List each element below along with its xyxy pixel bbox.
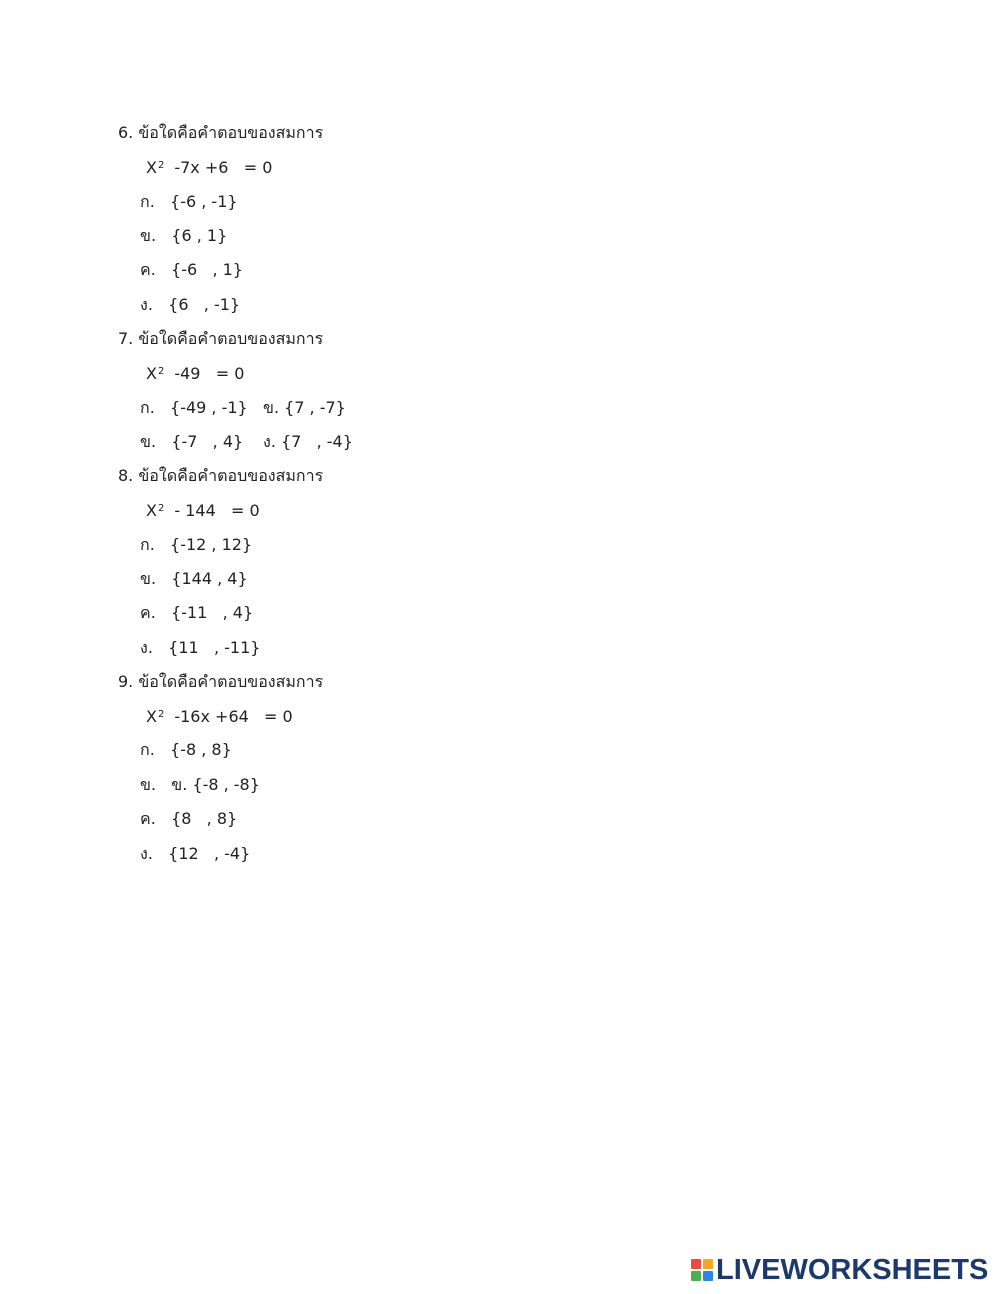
question-6-option-b[interactable]: ข. {6 , 1}	[140, 226, 228, 245]
question-8-option-c[interactable]: ค. {-11 , 4}	[140, 603, 254, 622]
question-9-option-b[interactable]: ข. ข. {-8 , -8}	[140, 775, 260, 794]
equation-exponent: 2	[157, 366, 165, 377]
equation-base: X	[146, 158, 157, 177]
logo-text: LIVEWORKSHEETS	[716, 1253, 989, 1286]
question-8-title: 8. ข้อใดคือคำตอบของสมการ	[118, 466, 324, 485]
question-6-title: 6. ข้อใดคือคำตอบของสมการ	[118, 123, 324, 142]
equation-rest: - 144 = 0	[174, 501, 260, 520]
equation-rest: -16x +64 = 0	[174, 707, 293, 726]
logo-mark-square	[703, 1271, 713, 1281]
question-7-option-c[interactable]: ข. {-7 , 4}	[140, 432, 244, 451]
logo-mark-icon	[691, 1259, 713, 1281]
question-6-option-d[interactable]: ง. {6 , -1}	[140, 295, 241, 314]
question-8-option-a[interactable]: ก. {-12 , 12}	[140, 535, 253, 554]
equation-exponent: 2	[157, 160, 165, 171]
equation-base: X	[146, 707, 157, 726]
equation-exponent: 2	[157, 503, 165, 514]
question-7-option-a[interactable]: ก. {-49 , -1}	[140, 398, 248, 417]
question-8-equation	[146, 501, 260, 521]
logo-mark-square	[703, 1259, 713, 1269]
liveworksheets-logo	[691, 1254, 988, 1286]
equation-rest: -49 = 0	[174, 364, 245, 383]
question-6-equation	[146, 158, 272, 178]
question-7-equation	[146, 364, 244, 384]
question-8-option-b[interactable]: ข. {144 , 4}	[140, 569, 248, 588]
question-6-option-c[interactable]: ค. {-6 , 1}	[140, 260, 243, 279]
equation-rest: -7x +6 = 0	[174, 158, 273, 177]
question-7-option-b[interactable]: ข. {7 , -7}	[263, 398, 346, 417]
question-9-option-c[interactable]: ค. {8 , 8}	[140, 809, 238, 828]
question-6-option-a[interactable]: ก. {-6 , -1}	[140, 192, 238, 211]
question-7-title: 7. ข้อใดคือคำตอบของสมการ	[118, 329, 324, 348]
logo-mark-square	[691, 1259, 701, 1269]
question-9-equation	[146, 707, 293, 727]
logo-mark-square	[691, 1271, 701, 1281]
equation-exponent: 2	[157, 709, 165, 720]
question-9-title: 9. ข้อใดคือคำตอบของสมการ	[118, 672, 324, 691]
question-9-option-a[interactable]: ก. {-8 , 8}	[140, 740, 232, 759]
question-9-option-d[interactable]: ง. {12 , -4}	[140, 844, 251, 863]
equation-base: X	[146, 501, 157, 520]
equation-base: X	[146, 364, 157, 383]
question-8-option-d[interactable]: ง. {11 , -11}	[140, 638, 261, 657]
question-7-option-d[interactable]: ง. {7 , -4}	[263, 432, 353, 451]
